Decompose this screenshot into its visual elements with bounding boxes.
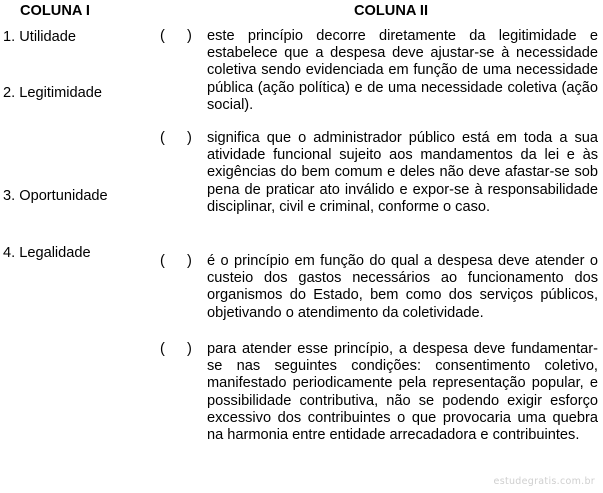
answer-blank-close: ): [187, 130, 192, 146]
column-2-text: é o princípio em função do qual a despesa deve atender o custeio dos gastos necessários ao funcionamento dos organismos do Estado, bem como dos serviços públicos, objetivando o atendimento da coletividade.: [207, 253, 598, 321]
answer-blank-close: ): [187, 253, 192, 269]
column-1-item: 1. Utilidade: [3, 29, 77, 45]
column-1-item: 3. Oportunidade: [3, 188, 108, 204]
column-2-text: significa que o administrador público está em toda a sua atividade funcional sujeito aos mandamentos da lei e às exigências do bem comum e deles não deve afastar-se sob pena de praticar ato inválido e expor-se à responsabilidade disciplinar, civil e criminal, conforme o caso.: [207, 130, 598, 215]
answer-blank-close: ): [187, 341, 192, 357]
site-watermark: estudegratis.com.br: [493, 476, 595, 487]
column-1-item: 2. Legitimidade: [3, 85, 102, 101]
column-2-header: COLUNA II: [354, 3, 429, 19]
answer-blank-open: (: [160, 130, 165, 146]
answer-blank-open: (: [160, 341, 165, 357]
answer-blank-close: ): [187, 28, 192, 44]
column-1-item: 4. Legalidade: [3, 245, 91, 261]
column-2-text: este princípio decorre diretamente da legitimidade e estabelece que a despesa deve ajustar-se à necessidade coletiva sendo evidenciada em função de uma necessidade pública (ação política) e de uma necessidade coletiva (ação social).: [207, 28, 598, 113]
column-1-header: COLUNA I: [20, 3, 90, 19]
answer-blank-open: (: [160, 253, 165, 269]
column-2-text: para atender esse princípio, a despesa deve fundamentar-se nas seguintes condições: consentimento coletivo, manifestado periodicamente pela representação popular, e possibilidade contributiva, não se podendo exigir esforço excessivo dos contribuintes o que provocaria uma quebra na harmonia entre entidade arrecadadora e contribuintes.: [207, 341, 598, 444]
answer-blank-open: (: [160, 28, 165, 44]
